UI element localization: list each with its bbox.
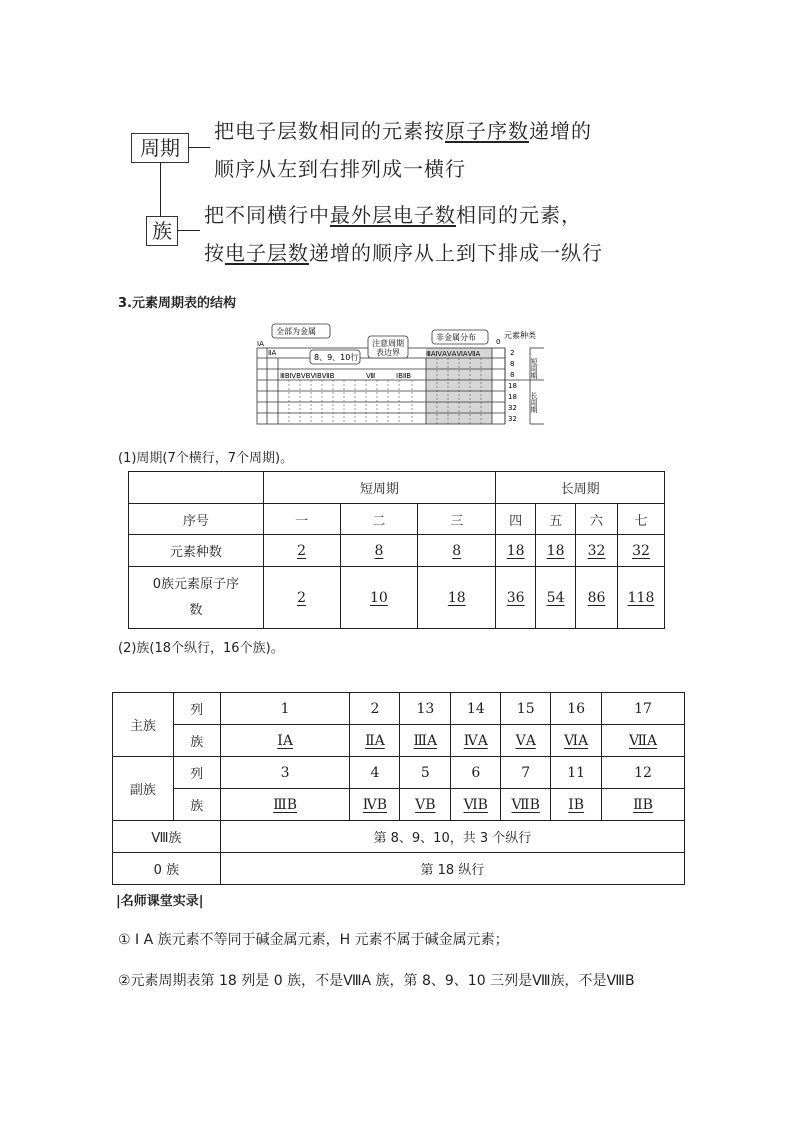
zero-group-label: 0 族 [113, 853, 221, 885]
main-col-cell: 1 [220, 693, 350, 725]
main-fam-cell: ⅤA [501, 725, 551, 757]
sub-col-cell: 6 [451, 757, 501, 789]
periodic-table-figure [254, 322, 554, 430]
main-fam-cell: ⅣA [451, 725, 501, 757]
label-IA: ⅠA [257, 340, 264, 348]
atomic-number-term: 原子序数 [445, 119, 529, 143]
sub-col-cell: 5 [400, 757, 451, 789]
sub-col-cell: 12 [602, 757, 685, 789]
zero-number-cell: 86 [576, 567, 618, 629]
row-index-label: 序号 [129, 504, 264, 535]
index-cell: 五 [536, 504, 576, 535]
count-7: 32 [508, 415, 517, 423]
index-cell: 二 [340, 504, 418, 535]
index-cell: 一 [263, 504, 340, 535]
label-VIII: Ⅷ [366, 372, 376, 380]
sub-col-cell: 4 [350, 757, 400, 789]
count-4: 18 [508, 382, 517, 390]
group-dash [178, 230, 200, 231]
count-cell: 8 [340, 535, 418, 567]
main-col-cell: 15 [501, 693, 551, 725]
sub-col-cell: 7 [501, 757, 551, 789]
period-table [128, 471, 665, 629]
main-group-label: 主族 [113, 693, 174, 757]
fam-label: 族 [173, 725, 220, 757]
label-main-right: ⅢAⅣAⅤAⅥAⅦA [426, 350, 481, 358]
row-zero-label: 0族元素原子序 数 [129, 567, 264, 629]
fam-label: 族 [173, 789, 220, 821]
label-transition: ⅢBⅣBⅤBⅥBⅦB [280, 372, 335, 380]
zero-group-text: 第 18 纵行 [220, 853, 684, 885]
zero-number-cell: 54 [536, 567, 576, 629]
count-cell: 32 [618, 535, 665, 567]
short-period-header: 短周期 [263, 472, 496, 504]
corner-cell [129, 472, 264, 504]
main-fam-cell: ⅦA [602, 725, 685, 757]
sub-fam-cell: ⅡB [602, 789, 685, 821]
count-2: 8 [510, 360, 515, 368]
group-table [112, 692, 685, 885]
section3-title: 3.元素周期表的结构 [118, 296, 236, 311]
index-cell: 四 [496, 504, 536, 535]
count-1: 2 [510, 349, 515, 357]
main-fam-cell: ⅥA [551, 725, 602, 757]
group-definition-line1: 把不同横行中最外层电子数相同的元素， [204, 203, 582, 227]
sub-fam-cell: ⅥB [451, 789, 501, 821]
period-label-box [131, 133, 189, 163]
main-fam-cell: ⅡA [350, 725, 400, 757]
callout-boundary-2: 表边界 [376, 348, 400, 357]
main-col-cell: 17 [602, 693, 685, 725]
short-period-label [530, 357, 538, 380]
species-label: 元素种类 [504, 331, 536, 340]
sub-fam-cell: ⅢB [220, 789, 350, 821]
row-count-label: 元素种数 [129, 535, 264, 567]
period-dash [188, 147, 210, 148]
label-IIA: ⅡA [268, 349, 277, 357]
index-cell: 三 [418, 504, 496, 535]
viii-group-text: 第 8、9、10，共 3 个纵行 [220, 821, 684, 853]
svg-text:长周期: 长周期 [530, 392, 538, 413]
count-3: 8 [510, 371, 515, 379]
species-counts [508, 349, 517, 423]
sub-fam-cell: ⅣB [350, 789, 400, 821]
period-definition-line2: 顺序从左到右排列成一横行 [214, 157, 466, 181]
zero-number-cell: 18 [418, 567, 496, 629]
col-label: 列 [173, 693, 220, 725]
callout-nonmetal: 非金属分布 [436, 333, 476, 342]
callout-boundary-1: 注意周期 [372, 339, 404, 348]
sub-col-cell: 3 [220, 757, 350, 789]
group-section-title: (2)族(18个纵行，16个族)。 [118, 641, 284, 656]
count-cell: 32 [576, 535, 618, 567]
group-label-box [146, 216, 178, 246]
label-IB-IIB: ⅠBⅡB [396, 372, 412, 380]
index-cell: 七 [618, 504, 665, 535]
main-col-cell: 2 [350, 693, 400, 725]
main-col-cell: 16 [551, 693, 602, 725]
period-definition-line1: 把电子层数相同的元素按原子序数递增的 [214, 119, 592, 143]
callout-8910: 8、9、10行 [314, 353, 359, 362]
long-period-label [530, 392, 538, 414]
valence-electron-term: 最外层电子数 [330, 203, 456, 227]
sub-fam-cell: ⅤB [400, 789, 451, 821]
shell-count-term: 电子层数 [225, 241, 309, 265]
notes-heading: |名师课堂实录| [116, 894, 204, 909]
sub-group-label: 副族 [113, 757, 174, 821]
main-fam-cell: ⅢA [400, 725, 451, 757]
count-cell: 18 [496, 535, 536, 567]
zero-number-cell: 10 [340, 567, 418, 629]
index-cell: 六 [576, 504, 618, 535]
note-1: ① Ⅰ A 族元素不等同于碱金属元素，H 元素不属于碱金属元素； [118, 932, 509, 948]
long-period-header: 长周期 [496, 472, 665, 504]
svg-text:短周期: 短周期 [530, 358, 538, 379]
connector-line [160, 162, 161, 216]
group-label: 族 [152, 219, 172, 243]
note-2: ②元素周期表第 18 列是 0 族，不是ⅧA 族，第 8、9、10 三列是Ⅷ族，不是ⅧB [118, 973, 635, 989]
count-cell: 2 [263, 535, 340, 567]
sub-fam-cell: ⅠB [551, 789, 602, 821]
group-definition-line2: 按电子层数递增的顺序从上到下排成一纵行 [204, 241, 603, 265]
viii-group-label: Ⅷ族 [113, 821, 221, 853]
count-5: 18 [508, 393, 517, 401]
main-fam-cell: ⅠA [220, 725, 350, 757]
sub-col-cell: 11 [551, 757, 602, 789]
count-cell: 8 [418, 535, 496, 567]
zero-group-label: 0 [496, 338, 501, 346]
col-label: 列 [173, 757, 220, 789]
main-col-cell: 13 [400, 693, 451, 725]
sub-fam-cell: ⅦB [501, 789, 551, 821]
zero-number-cell: 36 [496, 567, 536, 629]
count-6: 32 [508, 404, 517, 412]
main-col-cell: 14 [451, 693, 501, 725]
callout-metals: 全部为金属 [276, 327, 316, 336]
zero-number-cell: 2 [263, 567, 340, 629]
zero-number-cell: 118 [618, 567, 665, 629]
period-label: 周期 [140, 136, 180, 160]
period-section-title: (1)周期(7个横行，7个周期)。 [118, 451, 294, 466]
count-cell: 18 [536, 535, 576, 567]
